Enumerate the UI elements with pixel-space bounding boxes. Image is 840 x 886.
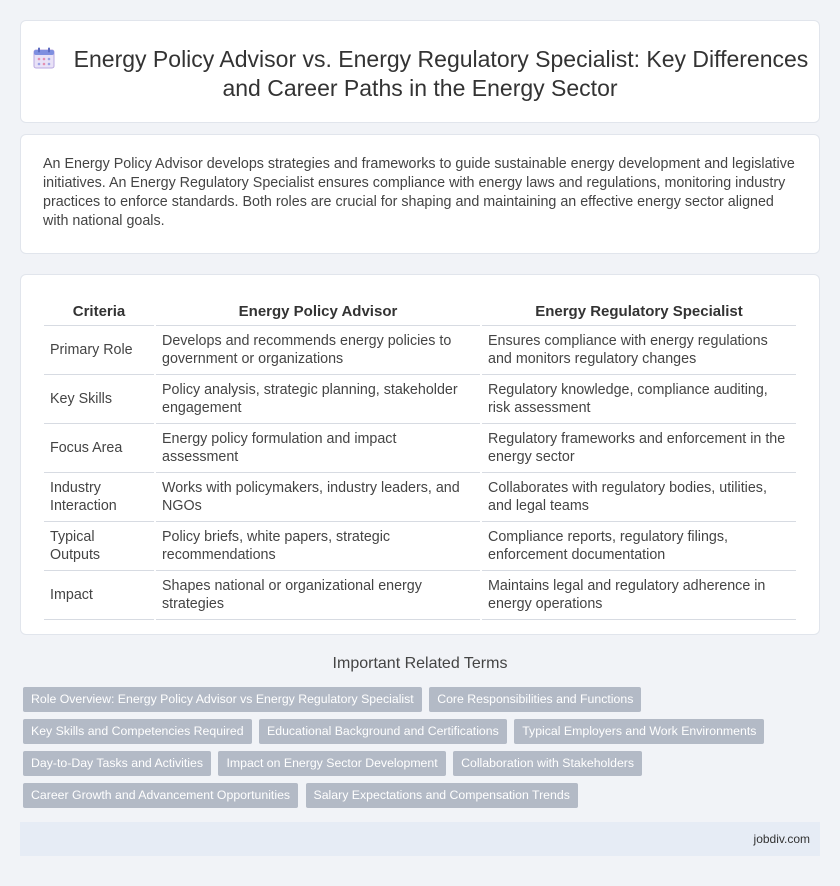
header-card bbox=[20, 20, 820, 123]
related-term-tag[interactable]: Collaboration with Stakeholders bbox=[453, 751, 642, 776]
table-row bbox=[44, 375, 796, 424]
criteria-cell: Primary Role bbox=[44, 326, 154, 375]
page-title-container bbox=[21, 45, 819, 103]
comparison-table-card bbox=[20, 274, 820, 635]
intro-text: An Energy Policy Advisor develops strategies and frameworks to guide sustainable energy development and legislative initiatives. An Energy Regulatory Specialist ensures compliance with energy laws and regulations, monitoring industry practices to enforce standards. Both roles are crucial for shaping and maintaining an effective energy sector aligned with national goals. bbox=[43, 156, 795, 229]
related-term-tag[interactable]: Typical Employers and Work Environments bbox=[514, 719, 764, 744]
related-term-tag[interactable]: Core Responsibilities and Functions bbox=[429, 687, 641, 712]
related-term-tag[interactable]: Impact on Energy Sector Development bbox=[218, 751, 445, 776]
policy-advisor-cell: Policy briefs, white papers, strategic recommendations bbox=[156, 522, 480, 571]
criteria-cell: Focus Area bbox=[44, 424, 154, 473]
regulatory-specialist-cell: Regulatory knowledge, compliance auditing, risk assessment bbox=[482, 375, 796, 424]
calendar-icon bbox=[32, 46, 56, 70]
table-row bbox=[44, 473, 796, 522]
footer-site-link[interactable]: jobdiv.com bbox=[753, 832, 810, 846]
column-header-policy-advisor: Energy Policy Advisor bbox=[156, 293, 480, 326]
comparison-table bbox=[42, 293, 798, 620]
criteria-cell: Key Skills bbox=[44, 375, 154, 424]
criteria-cell: Industry Interaction bbox=[44, 473, 154, 522]
regulatory-specialist-cell: Compliance reports, regulatory filings, enforcement documentation bbox=[482, 522, 796, 571]
policy-advisor-cell: Works with policymakers, industry leaders, and NGOs bbox=[156, 473, 480, 522]
related-term-tag[interactable]: Salary Expectations and Compensation Trends bbox=[306, 783, 578, 808]
related-terms-title: Important Related Terms bbox=[332, 655, 508, 672]
policy-advisor-cell: Policy analysis, strategic planning, stakeholder engagement bbox=[156, 375, 480, 424]
policy-advisor-cell: Shapes national or organizational energy strategies bbox=[156, 571, 480, 620]
related-terms-tags bbox=[23, 687, 823, 815]
related-term-tag[interactable]: Day-to-Day Tasks and Activities bbox=[23, 751, 211, 776]
regulatory-specialist-cell: Collaborates with regulatory bodies, utilities, and legal teams bbox=[482, 473, 796, 522]
policy-advisor-cell: Energy policy formulation and impact assessment bbox=[156, 424, 480, 473]
related-term-tag[interactable]: Role Overview: Energy Policy Advisor vs Energy Regulatory Specialist bbox=[23, 687, 422, 712]
regulatory-specialist-cell: Maintains legal and regulatory adherence in energy operations bbox=[482, 571, 796, 620]
policy-advisor-cell: Develops and recommends energy policies to government or organizations bbox=[156, 326, 480, 375]
table-row bbox=[44, 571, 796, 620]
table-header-row bbox=[44, 293, 796, 326]
footer bbox=[20, 822, 820, 856]
related-term-tag[interactable]: Career Growth and Advancement Opportunities bbox=[23, 783, 298, 808]
column-header-regulatory-specialist: Energy Regulatory Specialist bbox=[482, 293, 796, 326]
regulatory-specialist-cell: Regulatory frameworks and enforcement in the energy sector bbox=[482, 424, 796, 473]
related-term-tag[interactable]: Key Skills and Competencies Required bbox=[23, 719, 252, 744]
criteria-cell: Impact bbox=[44, 571, 154, 620]
table-row bbox=[44, 424, 796, 473]
table-row bbox=[44, 522, 796, 571]
column-header-criteria: Criteria bbox=[44, 293, 154, 326]
criteria-cell: Typical Outputs bbox=[44, 522, 154, 571]
related-term-tag[interactable]: Educational Background and Certifications bbox=[259, 719, 507, 744]
table-row bbox=[44, 326, 796, 375]
regulatory-specialist-cell: Ensures compliance with energy regulations and monitors regulatory changes bbox=[482, 326, 796, 375]
intro-card bbox=[20, 134, 820, 254]
page-title: Energy Policy Advisor vs. Energy Regulatory Specialist: Key Differences and Career Paths in the Energy Sector bbox=[73, 46, 809, 101]
